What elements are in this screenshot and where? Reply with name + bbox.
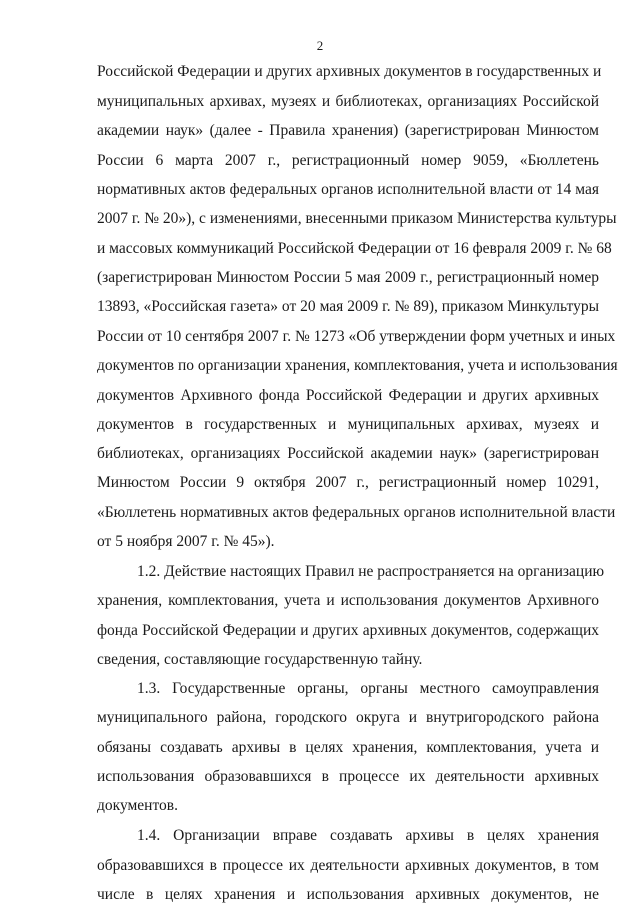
text-line: муниципального района, городского округа и внутригородского района: [97, 709, 599, 726]
text-line: документов в государственных и муниципальных архивах, музеях и: [97, 416, 599, 433]
text-line: документов по организации хранения, комплектования, учета и использования: [97, 357, 618, 374]
text-line: 13893, «Российская газета» от 20 мая 2009 г. № 89), приказом Минкультуры: [97, 298, 599, 315]
text-line: библиотеках, организациях Российской академии наук» (зарегистрирован: [97, 445, 599, 462]
text-line: Российской Федерации и других архивных документов в государственных и: [97, 63, 602, 80]
text-line: (зарегистрирован Минюстом России 5 мая 2009 г., регистрационный номер: [97, 269, 599, 286]
text-line: 1.2. Действие настоящих Правил не распространяется на организацию: [137, 563, 605, 580]
text-line: 1.4. Организации вправе создавать архивы в целях хранения: [137, 827, 599, 844]
text-line: нормативных актов федеральных органов исполнительной власти от 14 мая: [97, 181, 599, 198]
text-line: академии наук» (далее - Правила хранения) (зарегистрирован Минюстом: [97, 122, 599, 139]
text-line: документов Архивного фонда Российской Федерации и других архивных: [97, 387, 599, 404]
text-line: образовавшихся в процессе их деятельности архивных документов, в том: [97, 857, 599, 874]
text-line: Минюстом России 9 октября 2007 г., регистрационный номер 10291,: [97, 474, 599, 491]
text-line: 1.3. Государственные органы, органы местного самоуправления: [137, 680, 599, 697]
text-line: документов.: [97, 797, 178, 814]
text-line: использования образовавшихся в процессе их деятельности архивных: [97, 768, 599, 785]
text-line: России от 10 сентября 2007 г. № 1273 «Об утверждении форм учетных и иных: [97, 328, 616, 345]
text-line: фонда Российской Федерации и других архивных документов, содержащих: [97, 622, 599, 639]
text-line: от 5 ноября 2007 г. № 45»).: [97, 533, 275, 550]
text-line: хранения, комплектования, учета и использования документов Архивного: [97, 592, 599, 609]
text-line: России 6 марта 2007 г., регистрационный номер 9059, «Бюллетень: [97, 152, 599, 169]
page-number: 2: [316, 38, 324, 53]
text-line: обязаны создавать архивы в целях хранения, комплектования, учета и: [97, 739, 599, 756]
text-line: муниципальных архивах, музеях и библиотеках, организациях Российской: [97, 93, 599, 110]
text-line: «Бюллетень нормативных актов федеральных органов исполнительной власти: [97, 504, 616, 521]
text-line: сведения, составляющие государственную тайну.: [97, 651, 423, 668]
text-line: 2007 г. № 20»), с изменениями, внесенными приказом Министерства культуры: [97, 210, 617, 227]
text-line: и массовых коммуникаций Российской Федерации от 16 февраля 2009 г. № 68: [97, 240, 612, 257]
text-line: числе в целях хранения и использования архивных документов, не: [97, 886, 599, 903]
